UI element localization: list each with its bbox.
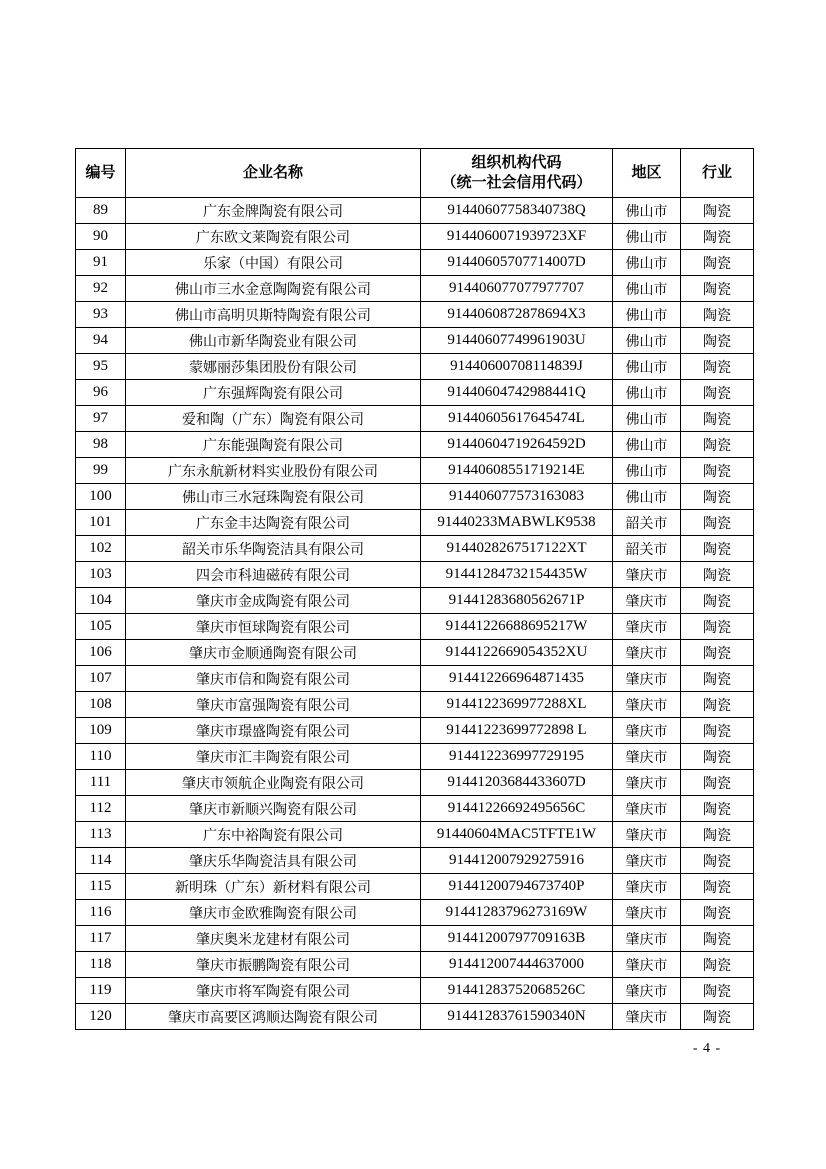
cell-serial-number: 117 <box>76 926 126 952</box>
cell-company-name: 广东中裕陶瓷有限公司 <box>126 822 421 848</box>
cell-org-code: 91441203684433607D <box>421 770 613 796</box>
cell-industry: 陶瓷 <box>681 874 754 900</box>
cell-region: 佛山市 <box>613 198 681 224</box>
cell-serial-number: 111 <box>76 770 126 796</box>
cell-org-code: 914412266964871435 <box>421 666 613 692</box>
cell-industry: 陶瓷 <box>681 952 754 978</box>
cell-industry: 陶瓷 <box>681 978 754 1004</box>
cell-company-name: 肇庆市高要区鸿顺达陶瓷有限公司 <box>126 1004 421 1030</box>
cell-serial-number: 113 <box>76 822 126 848</box>
cell-company-name: 肇庆市璟盛陶瓷有限公司 <box>126 718 421 744</box>
table-row <box>76 692 754 718</box>
cell-serial-number: 112 <box>76 796 126 822</box>
cell-region: 韶关市 <box>613 510 681 536</box>
cell-region: 肇庆市 <box>613 926 681 952</box>
cell-serial-number: 101 <box>76 510 126 536</box>
cell-region: 佛山市 <box>613 484 681 510</box>
cell-org-code: 91441226688695217W <box>421 614 613 640</box>
cell-org-code: 91441226692495656C <box>421 796 613 822</box>
cell-region: 佛山市 <box>613 224 681 250</box>
cell-region: 韶关市 <box>613 536 681 562</box>
cell-industry: 陶瓷 <box>681 302 754 328</box>
cell-org-code: 91440605707714007D <box>421 250 613 276</box>
cell-org-code: 91440604MAC5TFTE1W <box>421 822 613 848</box>
cell-industry: 陶瓷 <box>681 640 754 666</box>
cell-org-code: 9144060071939723XF <box>421 224 613 250</box>
cell-org-code: 91440605617645474L <box>421 406 613 432</box>
cell-company-name: 肇庆市金成陶瓷有限公司 <box>126 588 421 614</box>
cell-company-name: 广东永航新材料实业股份有限公司 <box>126 458 421 484</box>
cell-company-name: 肇庆市富强陶瓷有限公司 <box>126 692 421 718</box>
cell-serial-number: 115 <box>76 874 126 900</box>
table-row <box>76 744 754 770</box>
cell-serial-number: 104 <box>76 588 126 614</box>
cell-company-name: 肇庆市新顺兴陶瓷有限公司 <box>126 796 421 822</box>
cell-region: 佛山市 <box>613 354 681 380</box>
cell-industry: 陶瓷 <box>681 614 754 640</box>
cell-serial-number: 106 <box>76 640 126 666</box>
table-row <box>76 302 754 328</box>
cell-org-code: 91440607758340738Q <box>421 198 613 224</box>
cell-org-code: 914406077077977707 <box>421 276 613 302</box>
cell-industry: 陶瓷 <box>681 484 754 510</box>
cell-industry: 陶瓷 <box>681 926 754 952</box>
cell-serial-number: 102 <box>76 536 126 562</box>
cell-region: 肇庆市 <box>613 588 681 614</box>
cell-industry: 陶瓷 <box>681 692 754 718</box>
cell-serial-number: 107 <box>76 666 126 692</box>
cell-company-name: 肇庆市将军陶瓷有限公司 <box>126 978 421 1004</box>
cell-serial-number: 91 <box>76 250 126 276</box>
cell-serial-number: 103 <box>76 562 126 588</box>
cell-serial-number: 119 <box>76 978 126 1004</box>
cell-company-name: 肇庆市汇丰陶瓷有限公司 <box>126 744 421 770</box>
cell-region: 佛山市 <box>613 276 681 302</box>
cell-industry: 陶瓷 <box>681 588 754 614</box>
cell-org-code: 91441200794673740P <box>421 874 613 900</box>
cell-region: 肇庆市 <box>613 848 681 874</box>
cell-industry: 陶瓷 <box>681 224 754 250</box>
cell-org-code: 91441284732154435W <box>421 562 613 588</box>
table-row <box>76 874 754 900</box>
header-col-number: 编号 <box>76 149 126 198</box>
cell-org-code: 91441283796273169W <box>421 900 613 926</box>
cell-serial-number: 109 <box>76 718 126 744</box>
cell-org-code: 9144060872878694X3 <box>421 302 613 328</box>
table-row <box>76 900 754 926</box>
table-row <box>76 328 754 354</box>
cell-industry: 陶瓷 <box>681 1004 754 1030</box>
cell-region: 肇庆市 <box>613 796 681 822</box>
cell-region: 肇庆市 <box>613 692 681 718</box>
cell-company-name: 爱和陶（广东）陶瓷有限公司 <box>126 406 421 432</box>
cell-region: 肇庆市 <box>613 718 681 744</box>
cell-company-name: 四会市科迪磁砖有限公司 <box>126 562 421 588</box>
enterprise-table-container <box>75 148 754 1030</box>
cell-serial-number: 94 <box>76 328 126 354</box>
cell-org-code: 91440600708114839J <box>421 354 613 380</box>
cell-company-name: 乐家（中国）有限公司 <box>126 250 421 276</box>
cell-industry: 陶瓷 <box>681 380 754 406</box>
header-org-code-line2: （统一社会信用代码） <box>441 175 592 191</box>
cell-industry: 陶瓷 <box>681 432 754 458</box>
table-row <box>76 1004 754 1030</box>
cell-industry: 陶瓷 <box>681 536 754 562</box>
cell-region: 肇庆市 <box>613 978 681 1004</box>
enterprise-table <box>75 148 754 1030</box>
cell-industry: 陶瓷 <box>681 718 754 744</box>
cell-serial-number: 95 <box>76 354 126 380</box>
cell-region: 佛山市 <box>613 380 681 406</box>
cell-industry: 陶瓷 <box>681 562 754 588</box>
cell-region: 肇庆市 <box>613 640 681 666</box>
cell-company-name: 肇庆市金顺通陶瓷有限公司 <box>126 640 421 666</box>
cell-company-name: 广东欧文莱陶瓷有限公司 <box>126 224 421 250</box>
cell-industry: 陶瓷 <box>681 848 754 874</box>
cell-industry: 陶瓷 <box>681 354 754 380</box>
cell-org-code: 9144122369977288XL <box>421 692 613 718</box>
table-row <box>76 978 754 1004</box>
cell-industry: 陶瓷 <box>681 796 754 822</box>
cell-industry: 陶瓷 <box>681 770 754 796</box>
cell-serial-number: 114 <box>76 848 126 874</box>
cell-industry: 陶瓷 <box>681 198 754 224</box>
cell-serial-number: 96 <box>76 380 126 406</box>
table-row <box>76 822 754 848</box>
cell-company-name: 肇庆奥米龙建材有限公司 <box>126 926 421 952</box>
cell-company-name: 广东强辉陶瓷有限公司 <box>126 380 421 406</box>
table-row <box>76 666 754 692</box>
cell-region: 肇庆市 <box>613 666 681 692</box>
cell-company-name: 新明珠（广东）新材料有限公司 <box>126 874 421 900</box>
cell-serial-number: 116 <box>76 900 126 926</box>
cell-industry: 陶瓷 <box>681 406 754 432</box>
table-row <box>76 536 754 562</box>
header-col-industry: 行业 <box>681 149 754 198</box>
cell-industry: 陶瓷 <box>681 510 754 536</box>
header-col-region: 地区 <box>613 149 681 198</box>
cell-region: 肇庆市 <box>613 744 681 770</box>
table-row <box>76 510 754 536</box>
table-row <box>76 432 754 458</box>
cell-org-code: 91440608551719214E <box>421 458 613 484</box>
cell-company-name: 佛山市三水冠珠陶瓷有限公司 <box>126 484 421 510</box>
cell-company-name: 肇庆乐华陶瓷洁具有限公司 <box>126 848 421 874</box>
cell-region: 佛山市 <box>613 406 681 432</box>
header-org-code-line1: 组织机构代码 <box>471 154 562 171</box>
table-row <box>76 276 754 302</box>
cell-company-name: 广东金丰达陶瓷有限公司 <box>126 510 421 536</box>
cell-region: 肇庆市 <box>613 952 681 978</box>
table-row <box>76 562 754 588</box>
cell-industry: 陶瓷 <box>681 900 754 926</box>
cell-org-code: 9144122669054352XU <box>421 640 613 666</box>
cell-org-code: 91440607749961903U <box>421 328 613 354</box>
cell-serial-number: 105 <box>76 614 126 640</box>
table-row <box>76 198 754 224</box>
cell-region: 肇庆市 <box>613 822 681 848</box>
cell-serial-number: 97 <box>76 406 126 432</box>
cell-serial-number: 93 <box>76 302 126 328</box>
table-row <box>76 250 754 276</box>
cell-region: 肇庆市 <box>613 614 681 640</box>
table-row <box>76 406 754 432</box>
cell-serial-number: 89 <box>76 198 126 224</box>
cell-region: 肇庆市 <box>613 562 681 588</box>
cell-industry: 陶瓷 <box>681 328 754 354</box>
cell-region: 佛山市 <box>613 432 681 458</box>
cell-org-code: 914406077573163083 <box>421 484 613 510</box>
cell-region: 肇庆市 <box>613 1004 681 1030</box>
cell-region: 佛山市 <box>613 328 681 354</box>
cell-company-name: 肇庆市恒球陶瓷有限公司 <box>126 614 421 640</box>
cell-org-code: 91441200797709163B <box>421 926 613 952</box>
table-row <box>76 718 754 744</box>
cell-industry: 陶瓷 <box>681 666 754 692</box>
table-row <box>76 458 754 484</box>
cell-serial-number: 108 <box>76 692 126 718</box>
cell-org-code: 91440604742988441Q <box>421 380 613 406</box>
cell-org-code: 91441283761590340N <box>421 1004 613 1030</box>
header-row <box>76 149 754 198</box>
cell-industry: 陶瓷 <box>681 276 754 302</box>
cell-company-name: 广东金牌陶瓷有限公司 <box>126 198 421 224</box>
page-number: - 4 - <box>692 1041 722 1056</box>
cell-org-code: 91441223699772898 L <box>421 718 613 744</box>
cell-serial-number: 100 <box>76 484 126 510</box>
cell-region: 佛山市 <box>613 458 681 484</box>
cell-industry: 陶瓷 <box>681 250 754 276</box>
cell-org-code: 914412007444637000 <box>421 952 613 978</box>
table-row <box>76 770 754 796</box>
cell-org-code: 91441283752068526C <box>421 978 613 1004</box>
table-row <box>76 588 754 614</box>
cell-region: 肇庆市 <box>613 770 681 796</box>
cell-serial-number: 120 <box>76 1004 126 1030</box>
cell-serial-number: 118 <box>76 952 126 978</box>
cell-region: 肇庆市 <box>613 874 681 900</box>
table-row <box>76 380 754 406</box>
cell-region: 佛山市 <box>613 302 681 328</box>
table-row <box>76 614 754 640</box>
cell-company-name: 佛山市高明贝斯特陶瓷有限公司 <box>126 302 421 328</box>
cell-company-name: 广东能强陶瓷有限公司 <box>126 432 421 458</box>
table-row <box>76 224 754 250</box>
table-row <box>76 926 754 952</box>
cell-industry: 陶瓷 <box>681 458 754 484</box>
table-body <box>76 198 754 1030</box>
table-row <box>76 952 754 978</box>
cell-industry: 陶瓷 <box>681 744 754 770</box>
cell-region: 肇庆市 <box>613 900 681 926</box>
cell-org-code: 914412236997729195 <box>421 744 613 770</box>
header-col-org-code <box>421 149 613 198</box>
cell-org-code: 914412007929275916 <box>421 848 613 874</box>
cell-company-name: 佛山市三水金意陶陶瓷有限公司 <box>126 276 421 302</box>
cell-industry: 陶瓷 <box>681 822 754 848</box>
cell-company-name: 韶关市乐华陶瓷洁具有限公司 <box>126 536 421 562</box>
table-row <box>76 354 754 380</box>
cell-company-name: 肇庆市领航企业陶瓷有限公司 <box>126 770 421 796</box>
cell-serial-number: 99 <box>76 458 126 484</box>
cell-company-name: 肇庆市振鹏陶瓷有限公司 <box>126 952 421 978</box>
cell-org-code: 91440233MABWLK9538 <box>421 510 613 536</box>
cell-company-name: 佛山市新华陶瓷业有限公司 <box>126 328 421 354</box>
cell-company-name: 肇庆市金欧雅陶瓷有限公司 <box>126 900 421 926</box>
table-row <box>76 484 754 510</box>
cell-serial-number: 92 <box>76 276 126 302</box>
cell-serial-number: 98 <box>76 432 126 458</box>
cell-serial-number: 110 <box>76 744 126 770</box>
table-row <box>76 848 754 874</box>
cell-company-name: 蒙娜丽莎集团股份有限公司 <box>126 354 421 380</box>
cell-serial-number: 90 <box>76 224 126 250</box>
table-row <box>76 640 754 666</box>
table-row <box>76 796 754 822</box>
cell-org-code: 91441283680562671P <box>421 588 613 614</box>
table-header <box>76 149 754 198</box>
cell-company-name: 肇庆市信和陶瓷有限公司 <box>126 666 421 692</box>
header-col-company-name: 企业名称 <box>126 149 421 198</box>
cell-org-code: 91440604719264592D <box>421 432 613 458</box>
cell-region: 佛山市 <box>613 250 681 276</box>
cell-org-code: 9144028267517122XT <box>421 536 613 562</box>
